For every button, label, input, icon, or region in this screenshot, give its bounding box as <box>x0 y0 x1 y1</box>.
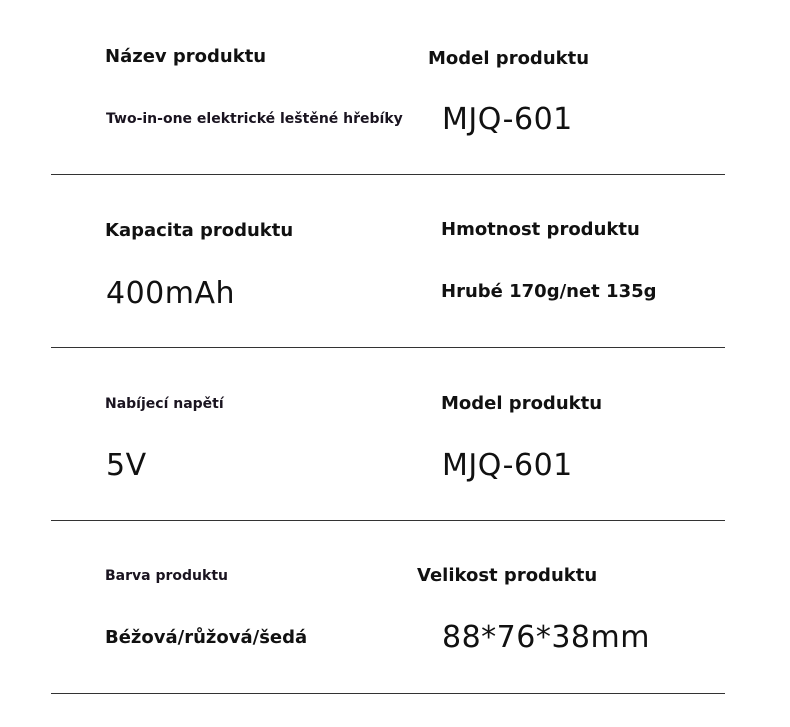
product-capacity-value: 400mAh <box>106 276 236 311</box>
product-size-value: 88*76*38mm <box>442 620 650 655</box>
product-name-value: Two-in-one elektrické leštěné hřebíky <box>106 111 403 127</box>
row-divider <box>51 174 725 175</box>
product-color-value: Béžová/růžová/šedá <box>105 627 308 648</box>
product-weight-value: Hrubé 170g/net 135g <box>441 281 657 302</box>
product-size-label: Velikost produktu <box>417 565 598 586</box>
row-divider <box>51 347 725 348</box>
product-model-value: MJQ-601 <box>442 102 573 137</box>
row-divider <box>51 520 725 521</box>
product-name-label: Název produktu <box>105 46 267 67</box>
charging-voltage-value: 5V <box>106 448 147 483</box>
product-model-label-2: Model produktu <box>441 393 603 414</box>
charging-voltage-label: Nabíjecí napětí <box>105 396 224 412</box>
product-model-value-2: MJQ-601 <box>442 448 573 483</box>
product-model-label: Model produktu <box>428 48 590 69</box>
row-divider <box>51 693 725 694</box>
product-capacity-label: Kapacita produktu <box>105 220 294 241</box>
product-color-label: Barva produktu <box>105 568 228 584</box>
product-weight-label: Hmotnost produktu <box>441 219 640 240</box>
